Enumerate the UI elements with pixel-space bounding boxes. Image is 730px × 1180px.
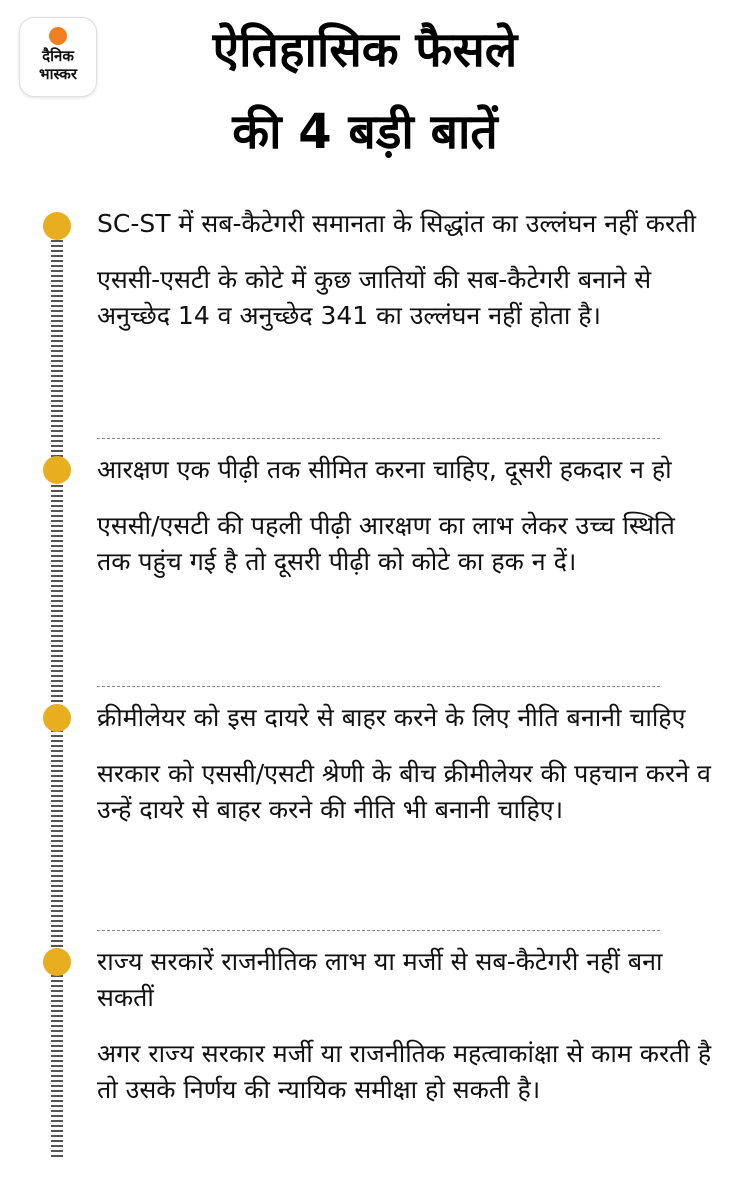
point-2 — [97, 452, 712, 580]
point-3 — [97, 700, 712, 828]
timeline-dot-icon — [43, 704, 71, 732]
point-body: अगर राज्य सरकार मर्जी या राजनीतिक महत्वाकांक्षा से काम करती है तो उसके निर्णय की न्यायिक समीक्षा हो सकती है। — [97, 1039, 712, 1104]
point-heading: क्रीमीलेयर को इस दायरे से बाहर करने के लिए नीति बनानी चाहिए — [97, 703, 686, 732]
timeline-line — [51, 235, 63, 1160]
point-heading: आरक्षण एक पीढ़ी तक सीमित करना चाहिए, दूसरी हकदार न हो — [97, 455, 672, 484]
point-body: एससी-एसटी के कोटे में कुछ जातियों की सब-कैटेगरी बनाने से अनुच्छेद 14 व अनुच्छेद 341 का उल्लंघन नहीं होता है। — [97, 265, 652, 330]
page-title-line2: की 4 बड़ी बातें — [232, 104, 498, 160]
point-1 — [97, 206, 712, 334]
page-title-line1: ऐतिहासिक फैसले — [212, 22, 518, 78]
point-heading: राज्य सरकारें राजनीतिक लाभ या मर्जी से सब-कैटेगरी नहीं बना सकतीं — [97, 947, 663, 1012]
timeline-dot-icon — [43, 212, 71, 240]
timeline-dot-icon — [43, 456, 71, 484]
point-body: सरकार को एससी/एसटी श्रेणी के बीच क्रीमीलेयर की पहचान करने व उन्हें दायरे से बाहर करने की नीति भी बनानी चाहिए। — [97, 759, 711, 824]
timeline-dot-icon — [43, 948, 71, 976]
separator — [97, 686, 660, 687]
logo-text-line1: दैनिक — [42, 47, 74, 65]
point-heading: SC-ST में सब-कैटेगरी समानता के सिद्धांत का उल्लंघन नहीं करती — [97, 209, 696, 238]
logo-text-line2: भास्कर — [39, 65, 77, 83]
separator — [97, 930, 660, 931]
point-body: एससी/एसटी की पहली पीढ़ी आरक्षण का लाभ लेकर उच्च स्थिति तक पहुंच गई है तो दूसरी पीढ़ी को कोटे का हक न दें। — [97, 511, 675, 576]
point-4 — [97, 944, 712, 1108]
separator — [97, 438, 660, 439]
